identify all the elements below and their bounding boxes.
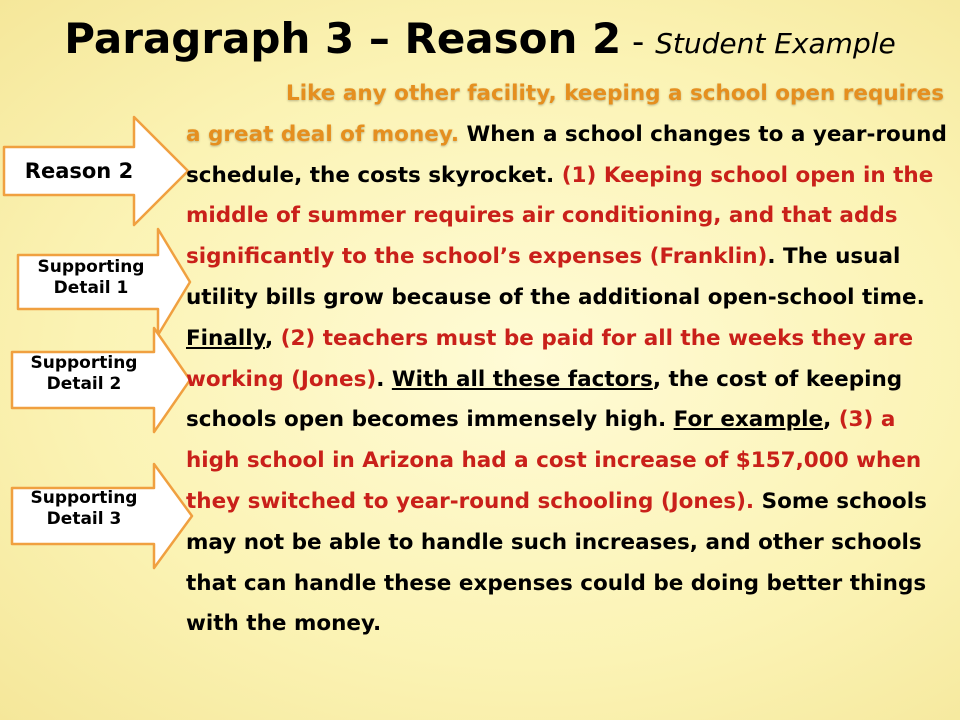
topic-sentence: Like any other facility, keeping a school open requires a great deal of money. bbox=[186, 81, 945, 147]
student-example-paragraph bbox=[186, 74, 956, 645]
supporting-detail-2-line-1: Supporting bbox=[30, 353, 138, 373]
supporting-detail-2-line-2: Detail 2 bbox=[46, 374, 122, 395]
transition-phrase: With all these factors bbox=[391, 366, 653, 392]
supporting-detail-1-label bbox=[18, 257, 164, 300]
paragraph-text: When a school changes to a year-round schedule, the costs skyrocket. bbox=[186, 121, 947, 188]
supporting-detail-3-text: (3) a high school in Arizona had a cost increase of $157,000 when they switched to year-round schooling (Jones). bbox=[186, 407, 922, 514]
slide-title bbox=[0, 14, 960, 63]
supporting-detail-3-label bbox=[12, 488, 156, 531]
supporting-detail-1-line-1: Supporting bbox=[37, 257, 145, 277]
supporting-detail-1-arrow bbox=[18, 229, 190, 335]
concluding-text: Some schools may not be able to handle such increases, and other schools that can handle these expenses could be doing better things with the money. bbox=[186, 488, 927, 637]
supporting-detail-2-text: (2) teachers must be paid for all the weeks they are working (Jones) bbox=[186, 325, 914, 392]
supporting-detail-2-arrow bbox=[12, 328, 190, 432]
paragraph-text: , bbox=[823, 407, 839, 433]
title-separator: - bbox=[621, 22, 656, 62]
reason-2-arrow bbox=[4, 117, 188, 225]
transition-word: Finally bbox=[186, 325, 265, 351]
reason-2-label: Reason 2 bbox=[24, 159, 134, 183]
paragraph-text: . bbox=[376, 366, 392, 392]
title-main: Paragraph 3 – Reason 2 bbox=[64, 14, 622, 63]
paragraph-text: , bbox=[264, 325, 281, 351]
paragraph-text: . The usual utility bills grow because of the additional open-school time. bbox=[186, 244, 925, 310]
supporting-detail-2-label bbox=[12, 353, 156, 396]
supporting-detail-1-text: (1) Keeping school open in the middle of summer requires air conditioning, and that adds significantly to the school’s expenses (Franklin) bbox=[186, 162, 934, 270]
supporting-detail-3-line-2: Detail 3 bbox=[46, 509, 122, 530]
supporting-detail-3-line-1: Supporting bbox=[30, 488, 138, 508]
supporting-detail-1-line-2: Detail 1 bbox=[53, 278, 129, 299]
title-subtitle: Student Example bbox=[655, 27, 896, 60]
paragraph-text: , the cost of keeping schools open becomes immensely high. bbox=[186, 366, 903, 433]
supporting-detail-3-arrow bbox=[12, 464, 192, 568]
transition-phrase: For example bbox=[673, 407, 824, 433]
